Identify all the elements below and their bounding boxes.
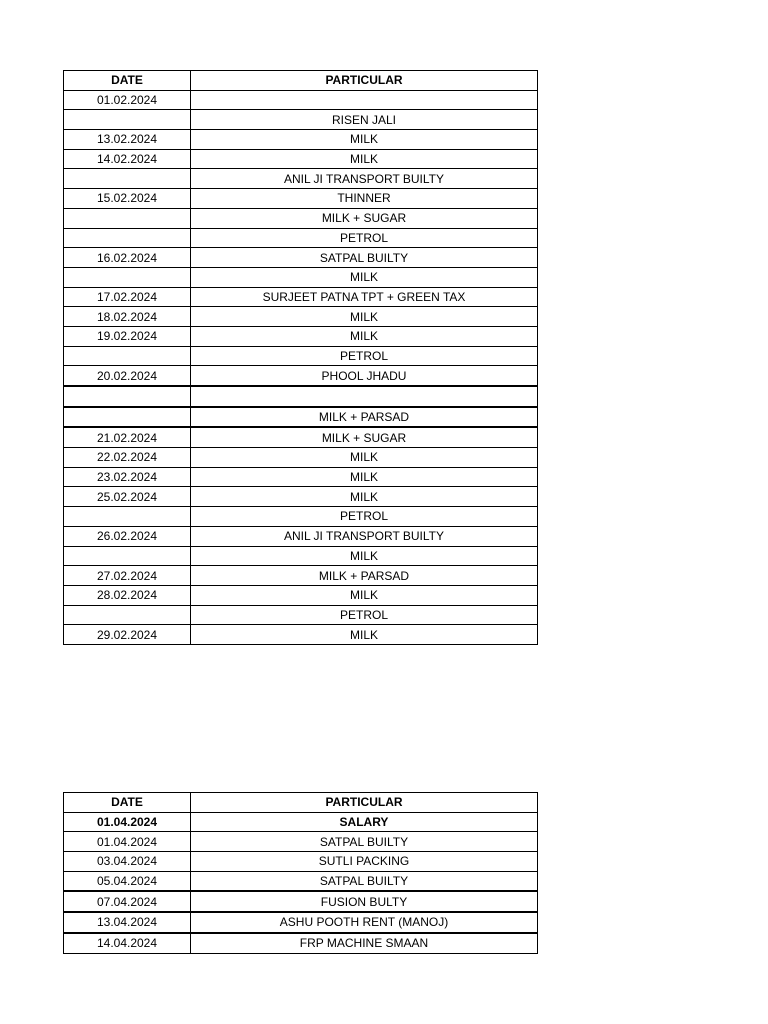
table-row <box>64 407 538 428</box>
table-row <box>64 346 538 366</box>
date-cell: 26.02.2024 <box>64 526 191 546</box>
table-row <box>64 546 538 566</box>
particular-cell: FRP MACHINE SMAAN <box>191 933 538 953</box>
particular-cell: MILK + PARSAD <box>191 566 538 586</box>
date-cell: 20.02.2024 <box>64 366 191 386</box>
date-column-header: DATE <box>64 793 191 813</box>
particular-cell: PETROL <box>191 507 538 527</box>
date-cell: 28.02.2024 <box>64 585 191 605</box>
date-cell: 17.02.2024 <box>64 287 191 307</box>
particular-cell: ANIL JI TRANSPORT BUILTY <box>191 169 538 189</box>
date-cell <box>64 110 191 130</box>
table-row <box>64 287 538 307</box>
february-table-body <box>64 90 538 644</box>
date-cell: 13.02.2024 <box>64 130 191 150</box>
particular-column-header: PARTICULAR <box>191 71 538 91</box>
april-table-body <box>64 812 538 953</box>
table-row <box>64 912 538 933</box>
table-row <box>64 189 538 209</box>
table-row <box>64 366 538 386</box>
date-cell <box>64 386 191 407</box>
particular-cell: MILK + SUGAR <box>191 208 538 228</box>
particular-cell: MILK <box>191 487 538 507</box>
date-cell: 13.04.2024 <box>64 912 191 933</box>
table-row <box>64 585 538 605</box>
date-cell: 23.02.2024 <box>64 467 191 487</box>
table-row <box>64 526 538 546</box>
particular-cell: SATPAL BUILTY <box>191 871 538 891</box>
date-cell <box>64 267 191 287</box>
particular-cell <box>191 90 538 110</box>
date-cell <box>64 346 191 366</box>
particular-cell: FUSION BULTY <box>191 891 538 912</box>
table-row <box>64 90 538 110</box>
date-column-header: DATE <box>64 71 191 91</box>
date-cell <box>64 546 191 566</box>
date-cell: 29.02.2024 <box>64 625 191 645</box>
table-row <box>64 386 538 407</box>
table-header-row <box>64 793 538 813</box>
date-cell: 21.02.2024 <box>64 427 191 447</box>
date-cell <box>64 169 191 189</box>
table-row <box>64 110 538 130</box>
particular-column-header: PARTICULAR <box>191 793 538 813</box>
particular-cell: MILK <box>191 546 538 566</box>
date-cell: 14.02.2024 <box>64 149 191 169</box>
table-row <box>64 448 538 468</box>
particular-cell: RISEN JALI <box>191 110 538 130</box>
date-cell: 19.02.2024 <box>64 326 191 346</box>
particular-cell: PHOOL JHADU <box>191 366 538 386</box>
date-cell <box>64 605 191 625</box>
table-row <box>64 487 538 507</box>
table-row <box>64 326 538 346</box>
date-cell: 18.02.2024 <box>64 307 191 327</box>
particular-cell: MILK <box>191 267 538 287</box>
particular-cell <box>191 386 538 407</box>
date-cell: 01.02.2024 <box>64 90 191 110</box>
table-row <box>64 149 538 169</box>
particular-cell: PETROL <box>191 346 538 366</box>
table-row <box>64 267 538 287</box>
date-cell: 03.04.2024 <box>64 852 191 872</box>
table-row <box>64 427 538 447</box>
table-row <box>64 933 538 953</box>
date-cell: 16.02.2024 <box>64 248 191 268</box>
date-cell: 27.02.2024 <box>64 566 191 586</box>
particular-cell: MILK <box>191 326 538 346</box>
particular-cell: MILK <box>191 467 538 487</box>
particular-cell: PETROL <box>191 605 538 625</box>
particular-cell: SALARY <box>191 812 538 832</box>
particular-cell: ASHU POOTH RENT (MANOJ) <box>191 912 538 933</box>
particular-cell: MILK <box>191 149 538 169</box>
february-expense-table <box>63 70 538 645</box>
date-cell <box>64 208 191 228</box>
table-row <box>64 832 538 852</box>
table-row <box>64 871 538 891</box>
date-cell: 05.04.2024 <box>64 871 191 891</box>
date-cell: 07.04.2024 <box>64 891 191 912</box>
particular-cell: SUTLI PACKING <box>191 852 538 872</box>
table-row <box>64 169 538 189</box>
date-cell <box>64 507 191 527</box>
table-row <box>64 891 538 912</box>
april-expense-table <box>63 792 538 954</box>
particular-cell: PETROL <box>191 228 538 248</box>
particular-cell: MILK <box>191 130 538 150</box>
table-row <box>64 625 538 645</box>
date-cell: 01.04.2024 <box>64 832 191 852</box>
particular-cell: ANIL JI TRANSPORT BUILTY <box>191 526 538 546</box>
table-header-row <box>64 71 538 91</box>
date-cell: 01.04.2024 <box>64 812 191 832</box>
table-row <box>64 507 538 527</box>
particular-cell: MILK <box>191 585 538 605</box>
date-cell: 22.02.2024 <box>64 448 191 468</box>
table-row <box>64 852 538 872</box>
table-row <box>64 228 538 248</box>
date-cell: 15.02.2024 <box>64 189 191 209</box>
particular-cell: MILK <box>191 307 538 327</box>
particular-cell: SURJEET PATNA TPT + GREEN TAX <box>191 287 538 307</box>
particular-cell: SATPAL BUILTY <box>191 832 538 852</box>
date-cell <box>64 228 191 248</box>
date-cell: 14.04.2024 <box>64 933 191 953</box>
particular-cell: SATPAL BUILTY <box>191 248 538 268</box>
table-row <box>64 605 538 625</box>
table-row <box>64 130 538 150</box>
particular-cell: THINNER <box>191 189 538 209</box>
table-row <box>64 566 538 586</box>
particular-cell: MILK + PARSAD <box>191 407 538 428</box>
particular-cell: MILK <box>191 625 538 645</box>
table-row <box>64 812 538 832</box>
particular-cell: MILK + SUGAR <box>191 427 538 447</box>
table-row <box>64 467 538 487</box>
date-cell: 25.02.2024 <box>64 487 191 507</box>
particular-cell: MILK <box>191 448 538 468</box>
table-row <box>64 248 538 268</box>
table-row <box>64 208 538 228</box>
date-cell <box>64 407 191 428</box>
table-row <box>64 307 538 327</box>
